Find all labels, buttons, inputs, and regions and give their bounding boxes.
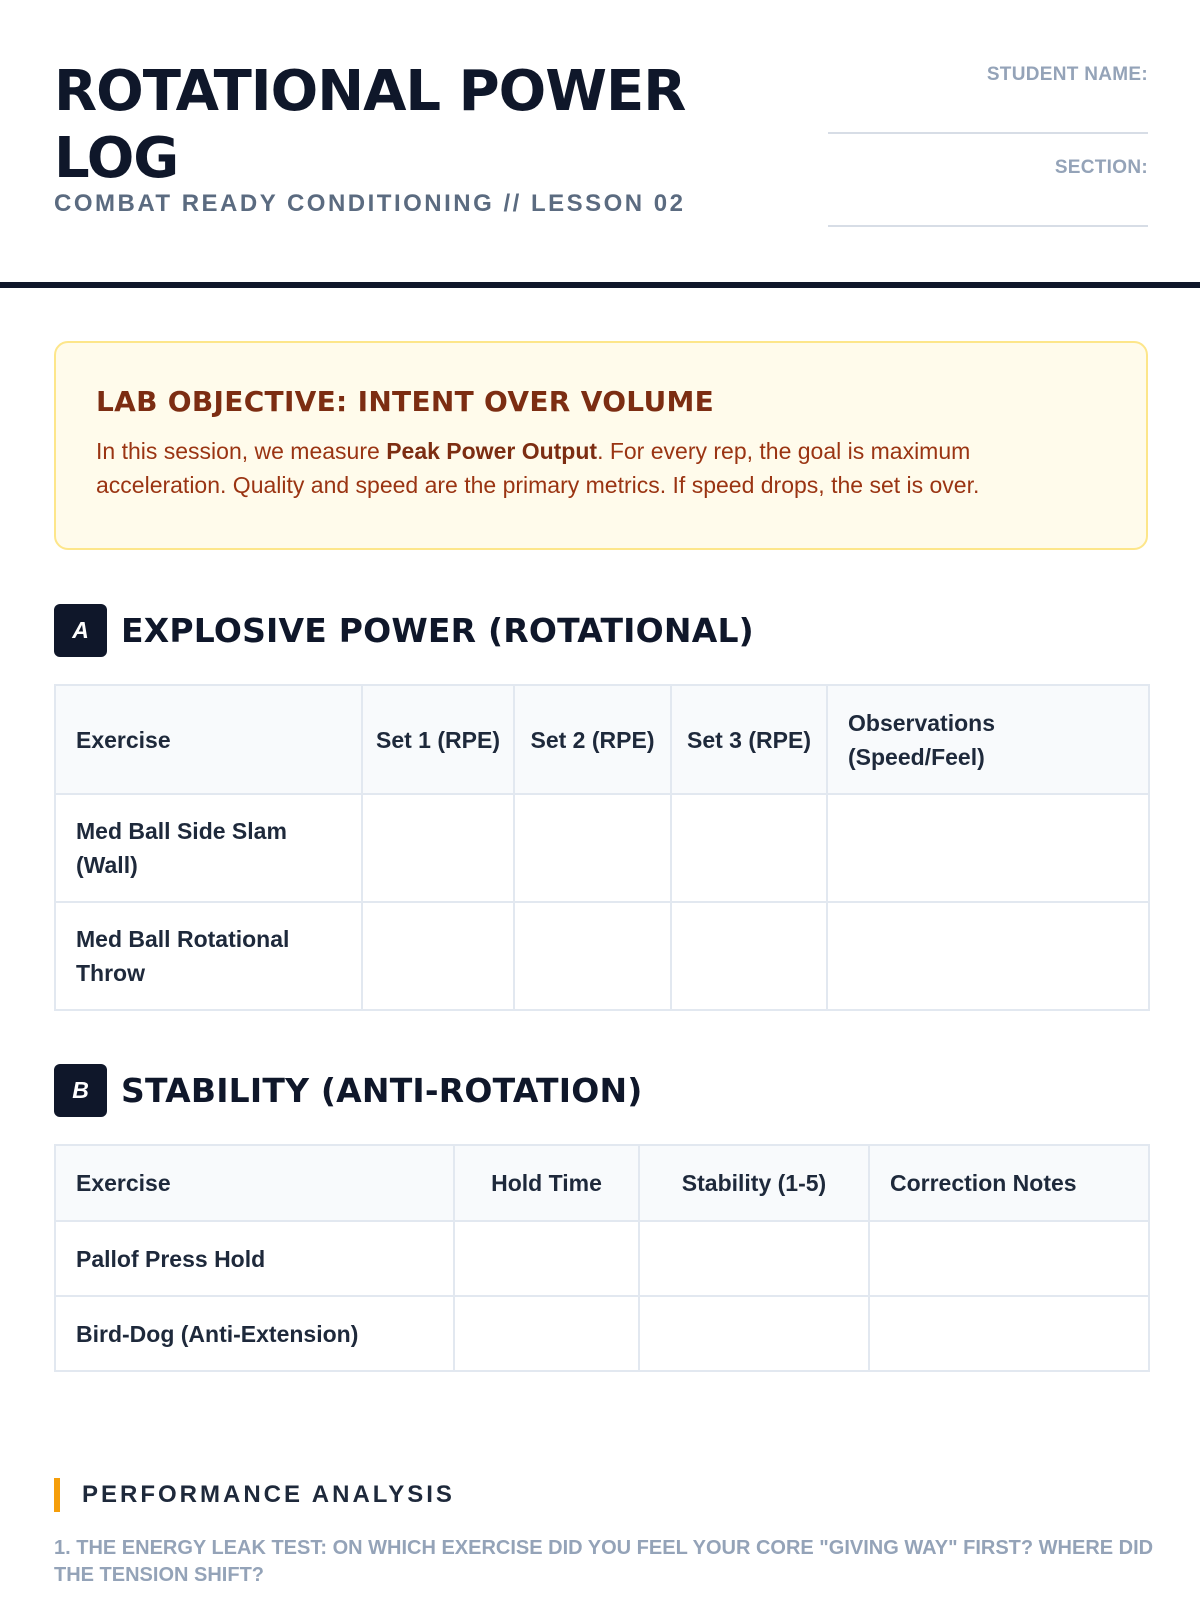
- exercise-name: Pallof Press Hold: [55, 1221, 454, 1296]
- student-name-field[interactable]: [828, 64, 1148, 134]
- student-name-label: STUDENT NAME:: [986, 64, 1148, 85]
- table-row: [55, 794, 1149, 902]
- section-field[interactable]: [828, 157, 1148, 227]
- stability-cell[interactable]: [639, 1221, 869, 1296]
- header-observations: Observations (Speed/Feel): [827, 685, 1149, 794]
- section-a-title: EXPLOSIVE POWER (ROTATIONAL): [121, 610, 754, 650]
- objective-text-before: In this session, we measure: [96, 438, 387, 464]
- header-exercise: Exercise: [55, 685, 362, 794]
- explosive-power-table: [54, 684, 1150, 1011]
- table-row: [55, 1296, 1149, 1371]
- objective-text-after: . For every rep, the goal is maximum acceleration. Quality and speed are the primary metrics. If speed drops, the set is over.: [96, 438, 980, 498]
- set-2-cell[interactable]: [514, 902, 671, 1010]
- table-row: [55, 902, 1149, 1010]
- table-row: [55, 1221, 1149, 1296]
- observations-cell[interactable]: [827, 794, 1149, 902]
- section-label: SECTION:: [1054, 157, 1148, 178]
- header-stability: Stability (1-5): [639, 1145, 869, 1221]
- objective-text: [96, 434, 1106, 502]
- correction-notes-cell[interactable]: [869, 1221, 1149, 1296]
- section-b-header: [54, 1064, 643, 1116]
- stability-cell[interactable]: [639, 1296, 869, 1371]
- page-subtitle: COMBAT READY CONDITIONING // LESSON 02: [54, 190, 686, 217]
- hold-time-cell[interactable]: [454, 1221, 639, 1296]
- exercise-name: Med Ball Rotational Throw: [55, 902, 362, 1010]
- exercise-name: Bird-Dog (Anti-Extension): [55, 1296, 454, 1371]
- page-header: [0, 0, 1200, 288]
- set-1-cell[interactable]: [362, 794, 514, 902]
- set-1-cell[interactable]: [362, 902, 514, 1010]
- header-correction-notes: Correction Notes: [869, 1145, 1149, 1221]
- set-2-cell[interactable]: [514, 794, 671, 902]
- header-hold-time: Hold Time: [454, 1145, 639, 1221]
- lab-objective-box: [54, 341, 1148, 550]
- correction-notes-cell[interactable]: [869, 1296, 1149, 1371]
- section-b-title: STABILITY (ANTI-ROTATION): [121, 1070, 643, 1110]
- section-a-header: [54, 604, 754, 656]
- objective-title: LAB OBJECTIVE: INTENT OVER VOLUME: [96, 385, 715, 418]
- stability-table: [54, 1144, 1150, 1372]
- header-set-1: Set 1 (RPE): [362, 685, 514, 794]
- set-3-cell[interactable]: [671, 794, 827, 902]
- section-a-badge: A: [54, 604, 107, 657]
- performance-analysis-title: PERFORMANCE ANALYSIS: [82, 1481, 455, 1508]
- analysis-question-1: 1. THE ENERGY LEAK TEST: ON WHICH EXERCISE DID YOU FEEL YOUR CORE "GIVING WAY" FIRST? WHERE DID THE TENSION SHIFT?: [54, 1537, 1154, 1586]
- header-set-3: Set 3 (RPE): [671, 685, 827, 794]
- table-header-row: [55, 685, 1149, 794]
- page-title: ROTATIONAL POWER LOG: [54, 59, 686, 191]
- objective-text-bold: Peak Power Output: [386, 438, 598, 464]
- table-header-row: [55, 1145, 1149, 1221]
- header-exercise: Exercise: [55, 1145, 454, 1221]
- hold-time-cell[interactable]: [454, 1296, 639, 1371]
- section-b-badge: B: [54, 1064, 107, 1117]
- set-3-cell[interactable]: [671, 902, 827, 1010]
- exercise-name: Med Ball Side Slam (Wall): [55, 794, 362, 902]
- observations-cell[interactable]: [827, 902, 1149, 1010]
- performance-analysis-header: [54, 1478, 455, 1512]
- header-set-2: Set 2 (RPE): [514, 685, 671, 794]
